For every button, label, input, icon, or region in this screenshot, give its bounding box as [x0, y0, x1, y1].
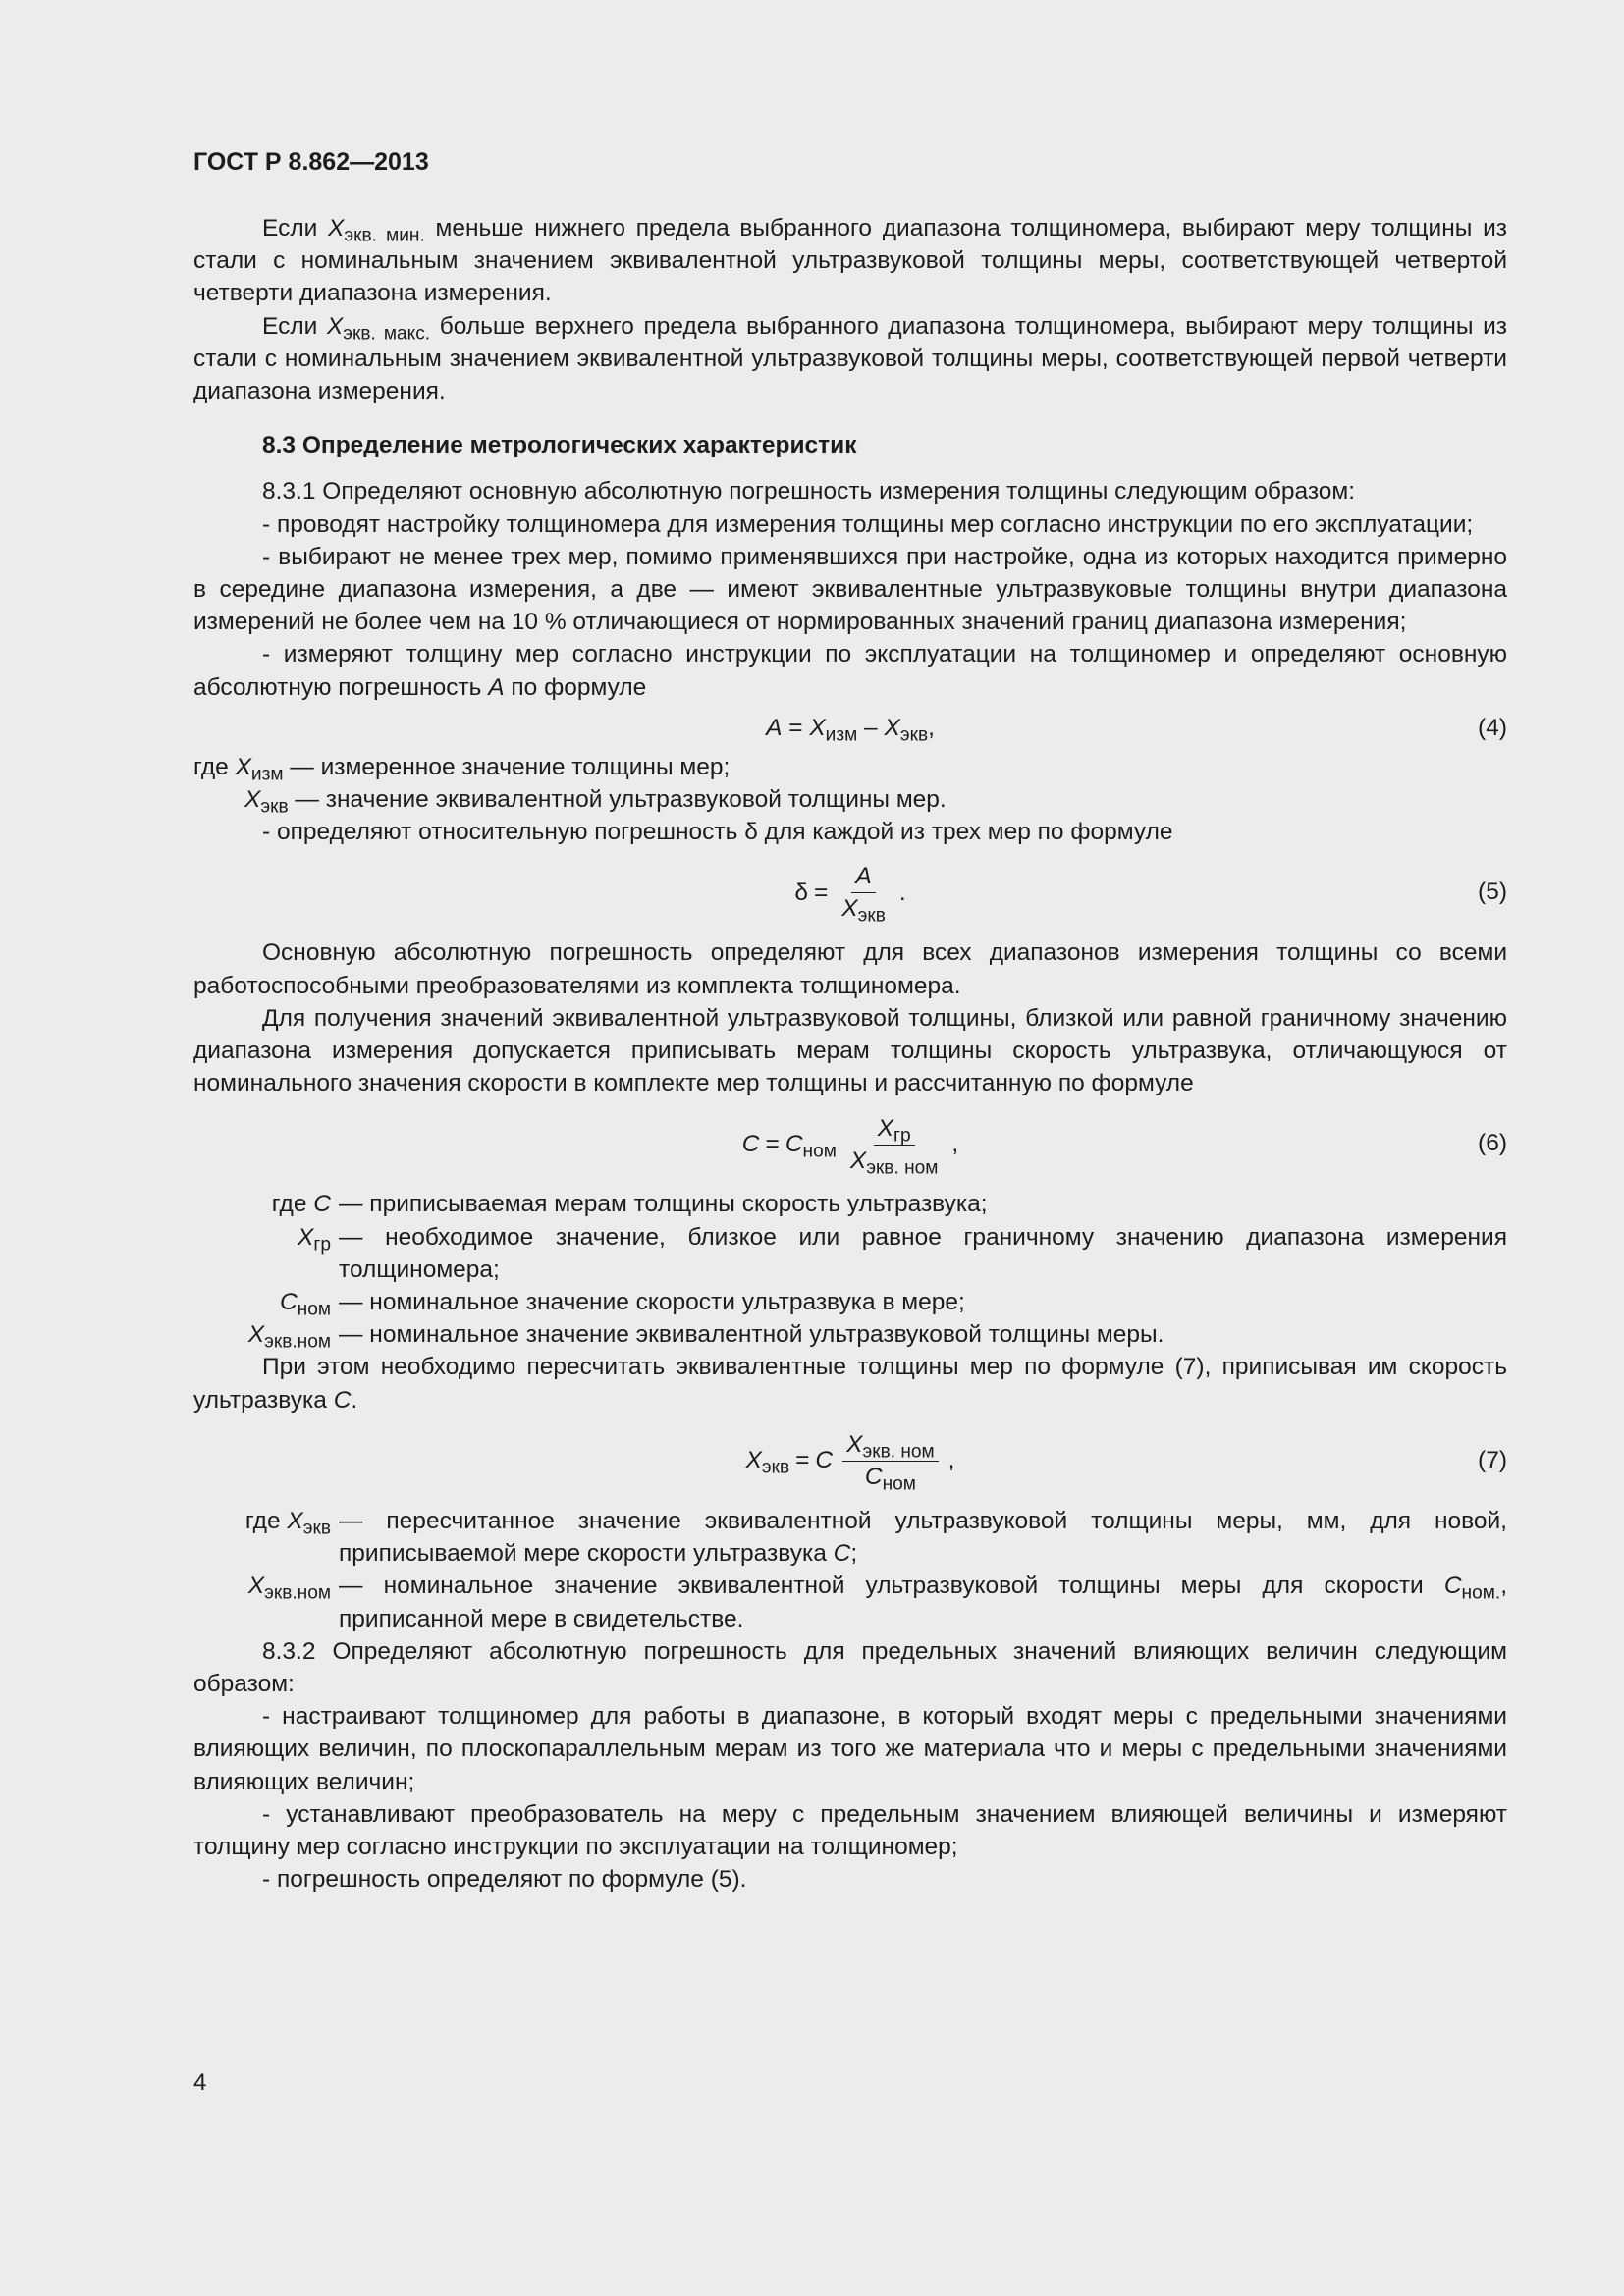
equation-number: (4): [1478, 714, 1507, 741]
paragraph: Для получения значений эквивалентной ультразвуковой толщины, близкой или равной граничному значению диапазона измерения допускается приписывать мерам толщины скорость ультразвука, отличающуюся от номинального значения скорости в комплекте мер толщины и рассчитанную по формуле: [193, 1004, 1507, 1097]
fraction: $\frac{A}{X_{экв}}$: [841, 863, 886, 928]
legend-term: где $X_{экв}$: [244, 1507, 331, 1539]
legend-row: $X_{экв}$ — значение эквивалентной ультразвуковой толщины мер.: [244, 786, 947, 818]
intro-paragraph-min: Если $X_{экв. мин.}$ меньше нижнего предела выбранного диапазона толщиномера, выбирают меру толщины из стали с номинальным значением эквивалентной ультразвуковой толщины меры, соответствующей четвертой четверти диапазона измерения.: [193, 215, 1507, 307]
formula-7: $X_{экв}$ = C $\frac{X_{экв. ном}}{C_{ном}}$ , (7): [193, 1426, 1507, 1495]
list-item: - выбирают не менее трех мер, помимо применявшихся при настройке, одна из которых находится примерно в середине диапазона измерения, а две — имеют эквивалентные ультразвуковые толщины внутри диапазона измерений не более чем на 10 % отличающиеся от нормированных значений границ диапазона измерения;: [193, 543, 1507, 636]
document-page: [193, 147, 1507, 1896]
legend-term: $X_{экв.ном}$: [247, 1321, 331, 1353]
legend-row: где $X_{изм}$ — измеренное значение толщины мер;: [193, 753, 731, 785]
paragraph: Основную абсолютную погрешность определяют для всех диапазонов измерения толщины со всеми работоспособными преобразователями из комплекта толщиномера.: [193, 939, 1507, 999]
legend-desc: — номинальное значение эквивалентной ультразвуковой толщины меры.: [339, 1321, 1164, 1349]
paragraph-8-3-2: 8.3.2 Определяют абсолютную погрешность для предельных значений влияющих величин следующим образом:: [193, 1637, 1507, 1697]
legend-term: $X_{гр}$: [298, 1223, 331, 1255]
legend-desc: — номинальное значение скорости ультразвука в мере;: [339, 1289, 965, 1316]
legend-term: $C_{ном}$: [279, 1289, 331, 1320]
formula-6-legend: [193, 1188, 1507, 1351]
paragraph-8-3-1: 8.3.1 Определяют основную абсолютную погрешность измерения толщины следующим образом:: [262, 478, 1356, 506]
legend-desc: — пересчитанное значение эквивалентной ультразвуковой толщины меры, мм, для новой, приписываемой мере скорости ультразвука C;: [339, 1507, 1507, 1568]
legend-desc: — номинальное значение эквивалентной ультразвуковой толщины меры для скорости $C_{ном.}$, приписанной мере в свидетельстве.: [339, 1573, 1507, 1632]
paragraph: При этом необходимо пересчитать эквивалентные толщины мер по формуле (7), приписывая им скорость ультразвука C.: [193, 1354, 1507, 1414]
legend-desc: — необходимое значение, близкое или равное граничному значению диапазона измерения толщиномера;: [339, 1223, 1507, 1283]
equation-number: (5): [1478, 879, 1507, 906]
list-item: - настраивают толщиномер для работы в диапазоне, в который входят меры с предельными значениями влияющих величин, по плоскопараллельным мерам из того же материала что и меры с предельными значениями влияющих величин;: [193, 1703, 1507, 1795]
formula-4-legend: [193, 751, 1507, 816]
document-header: ГОСТ Р 8.862—2013: [193, 148, 429, 176]
intro-paragraph-max: Если $X_{экв. макс.}$ больше верхнего предела выбранного диапазона толщиномера, выбирают меру толщины из стали с номинальным значением эквивалентной ультразвуковой толщины меры, соответствующей первой четверти диапазона измерения.: [193, 312, 1507, 405]
formula-6: C = $C_{ном}$ $\frac{X_{гр}}{X_{экв. ном}}$ , (6): [193, 1109, 1507, 1178]
formula-5: δ = $\frac{A}{X_{экв}}$ . (5): [193, 858, 1507, 927]
legend-desc: — приписываемая мерам толщины скорость ультразвука;: [339, 1191, 988, 1218]
fraction: $\frac{X_{экв. ном}}{C_{ном}}$: [842, 1431, 939, 1491]
equation-number: (6): [1478, 1130, 1507, 1157]
page-number: 4: [193, 2069, 207, 2096]
list-item: - определяют относительную погрешность δ для каждой из трех мер по формуле: [262, 819, 1173, 846]
list-item: - устанавливают преобразователь на меру с предельным значением влияющей величины и измеряют толщину мер согласно инструкции по эксплуатации на толщиномер;: [193, 1800, 1507, 1860]
fraction: $\frac{X_{гр}}{X_{экв. ном}}$: [849, 1114, 939, 1179]
formula-4: $A = X_{изм} - X_{экв}$, (4): [193, 712, 1507, 745]
equation-number: (7): [1478, 1446, 1507, 1473]
list-item: - проводят настройку толщиномера для измерения толщины мер согласно инструкции по его эксплуатации;: [262, 510, 1474, 538]
legend-term: $X_{экв.ном}$: [247, 1573, 331, 1605]
legend-term: где C: [271, 1191, 331, 1218]
section-title-8-3: 8.3 Определение метрологических характеристик: [262, 432, 857, 459]
formula-7-legend: [193, 1505, 1507, 1635]
list-item: - измеряют толщину мер согласно инструкции по эксплуатации на толщиномер и определяют основную абсолютную погрешность A по формуле: [193, 641, 1507, 701]
list-item: - погрешность определяют по формуле (5).: [262, 1866, 747, 1894]
